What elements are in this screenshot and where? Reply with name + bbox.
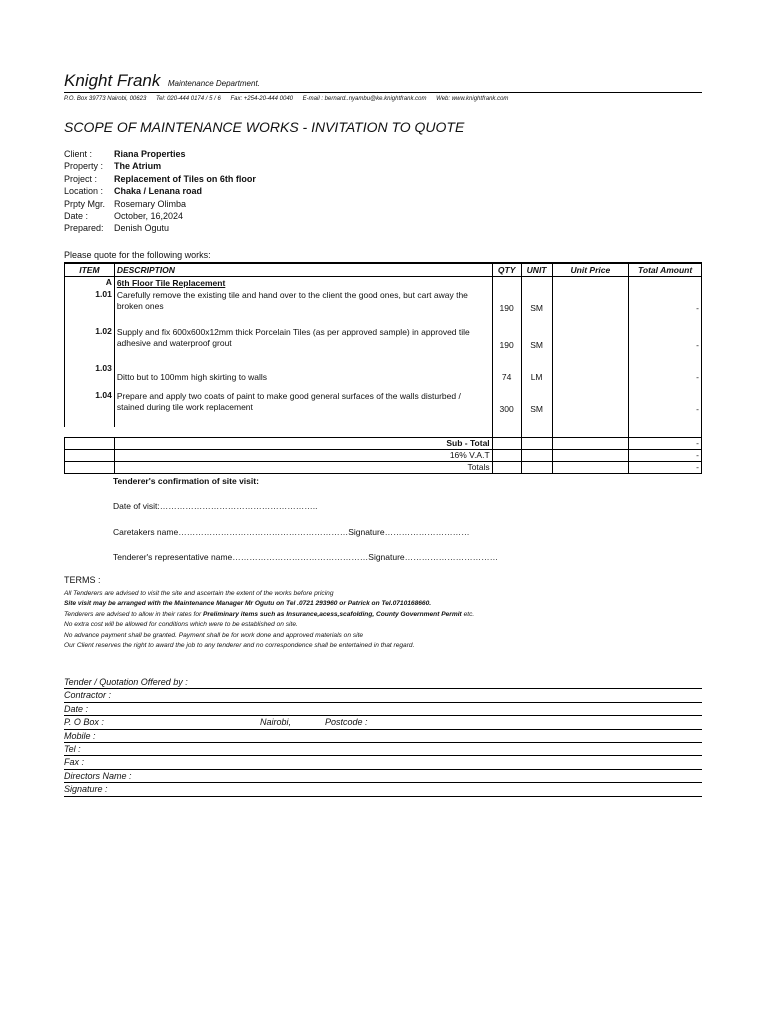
item-total: -	[629, 390, 702, 427]
item-qty: 190	[492, 326, 521, 363]
summary-row	[65, 462, 702, 474]
meta-value: Riana Properties	[114, 149, 186, 159]
table-row	[65, 326, 702, 363]
term-line: No advance payment shall be granted. Payment shall be for work done and approved materials on site	[64, 631, 364, 639]
item-total: -	[629, 363, 702, 390]
representative-signature-line[interactable]: Tenderer's representative name…………………………………………Signature……………………………	[113, 552, 499, 562]
section-title: 6th Floor Tile Replacement	[116, 278, 226, 288]
table-row	[65, 289, 702, 326]
meta-row	[64, 185, 256, 197]
term-line: Site visit may be arranged with the Maintenance Manager Mr Ogutu on Tel .0721 293960 or Patrick on Tel.0710168660.	[64, 600, 432, 608]
meta-value: The Atrium	[114, 161, 162, 172]
term-text: etc.	[461, 610, 475, 618]
item-no: 1.02	[65, 326, 115, 363]
item-unit: SM	[521, 390, 552, 427]
summary-row	[65, 438, 702, 450]
meta-value: Replacement of Tiles on 6th floor	[114, 173, 256, 184]
summary-label: Totals	[114, 462, 492, 474]
bill-of-quantities	[64, 262, 702, 474]
term-line: Our Client reserves the right to award the job to any tenderer and no correspondence shall be entertained in that regard.	[64, 641, 415, 649]
meta-row	[64, 210, 256, 222]
postcode-label: Postcode :	[325, 717, 368, 728]
meta-row	[64, 160, 256, 172]
term-text-bold: Preliminary items such as Insurance,acess,scafolding, County Government Permit	[203, 610, 462, 618]
table-row	[65, 363, 702, 390]
item-no: 1.04	[65, 390, 115, 427]
meta-label: Property :	[64, 161, 104, 172]
summary-label: Sub - Total	[114, 438, 492, 450]
item-description: Prepare and apply two coats of paint to make good general surfaces of the walls disturbed / stained during tile work replacement	[114, 390, 492, 427]
city-label: Nairobi,	[260, 717, 292, 728]
mobile-field[interactable]	[64, 730, 702, 743]
item-description: Carefully remove the existing tile and hand over to the client the good ones, but cart away the broken ones	[114, 289, 492, 326]
contact-web: Web: www.knightfrank.com	[436, 96, 509, 102]
meta-value: Denish Ogutu	[114, 223, 170, 234]
meta-row	[64, 173, 256, 185]
po-box-field[interactable]	[64, 716, 702, 729]
field-label: Tel :	[64, 743, 81, 754]
summary-row	[65, 450, 702, 462]
summary-label: 16% V.A.T	[114, 450, 492, 462]
summary-value: -	[629, 438, 702, 450]
meta-row	[64, 198, 256, 210]
contact-email: E-mail : bernard..nyambu@ke.knightfrank.com	[302, 96, 427, 102]
date-field[interactable]	[64, 703, 702, 716]
tender-offer-form	[64, 676, 702, 797]
field-label: Contractor :	[64, 690, 112, 701]
tel-field[interactable]	[64, 743, 702, 756]
meta-value: October, 16,2024	[114, 210, 184, 221]
header-description: DESCRIPTION	[114, 263, 492, 277]
section-row	[65, 277, 702, 290]
table-header-row	[65, 263, 702, 277]
site-visit-title: Tenderer's confirmation of site visit:	[113, 476, 259, 486]
meta-label: Project :	[64, 173, 98, 184]
item-unit: LM	[521, 363, 552, 390]
item-unit-price[interactable]	[552, 326, 629, 363]
meta-label: Location :	[64, 186, 104, 197]
item-no: 1.01	[65, 289, 115, 326]
section-title-cell	[114, 277, 492, 290]
item-qty: 190	[492, 289, 521, 326]
contractor-field[interactable]	[64, 689, 702, 702]
caretaker-signature-line[interactable]: Caretakers name……………………………………………………Signature…………………………	[113, 527, 470, 537]
meta-label: Client :	[64, 149, 93, 159]
field-label: Signature :	[64, 784, 108, 795]
item-description: Supply and fix 600x600x12mm thick Porcelain Tiles (as per approved sample) in approved tile adhesive and waterproof grout	[114, 326, 492, 363]
item-unit-price[interactable]	[552, 390, 629, 427]
header-qty: QTY	[492, 263, 521, 277]
term-line: No extra cost will be allowed for conditions which were to be established on site.	[64, 621, 298, 629]
item-total: -	[629, 326, 702, 363]
item-no: 1.03	[65, 363, 115, 390]
field-label: Fax :	[64, 757, 85, 768]
directors-name-field[interactable]	[64, 770, 702, 783]
contact-fax: Fax: +254-20-444 0040	[230, 96, 293, 102]
summary-value: -	[629, 462, 702, 474]
field-label: Mobile :	[64, 730, 96, 741]
contact-line	[64, 96, 516, 102]
item-unit: SM	[521, 289, 552, 326]
terms-list	[64, 589, 474, 651]
fax-field[interactable]	[64, 756, 702, 769]
meta-label: Date :	[64, 210, 89, 221]
term-line: All Tenderers are advised to visit the site and ascertain the extent of the works before pricing	[64, 590, 334, 597]
quote-intro: Please quote for the following works:	[64, 250, 211, 260]
header-total: Total Amount	[629, 263, 702, 277]
item-qty: 74	[492, 363, 521, 390]
signature-field[interactable]	[64, 783, 702, 796]
header-unit-price: Unit Price	[552, 263, 629, 277]
field-label: Date :	[64, 703, 89, 714]
field-label: Directors Name :	[64, 770, 132, 781]
project-details	[64, 148, 256, 235]
field-label: P. O Box :	[64, 717, 104, 728]
terms-heading: TERMS :	[64, 575, 101, 585]
summary-value: -	[629, 450, 702, 462]
meta-label: Prepared:	[64, 223, 104, 234]
term-line	[64, 610, 474, 620]
term-text: Tenderers are advised to allow in their rates for	[64, 610, 204, 618]
visit-date-line[interactable]: Date of visit:………………………………………………..	[113, 501, 318, 511]
contact-address: P.O. Box 39773 Nairobi, 00623	[64, 96, 147, 102]
item-unit-price[interactable]	[552, 363, 629, 390]
section-code: A	[65, 277, 115, 290]
item-description: Ditto but to 100mm high skirting to walls	[114, 363, 492, 390]
header-unit: UNIT	[521, 263, 552, 277]
item-qty: 300	[492, 390, 521, 427]
table-spacer	[65, 427, 702, 438]
meta-row	[64, 148, 256, 160]
meta-value: Rosemary Olimba	[114, 198, 187, 209]
department-name: Maintenance Department.	[167, 79, 260, 88]
letterhead	[64, 71, 260, 91]
company-name: Knight Frank	[64, 71, 161, 90]
offer-heading: Tender / Quotation Offered by :	[64, 676, 702, 689]
meta-row	[64, 222, 256, 234]
item-unit-price[interactable]	[552, 289, 629, 326]
table-row	[65, 390, 702, 427]
contact-tel: Tel: 020-444 0174 / 5 / 6	[155, 96, 221, 102]
meta-value: Chaka / Lenana road	[114, 186, 203, 197]
header-item: ITEM	[65, 263, 115, 277]
letterhead-rule	[64, 92, 702, 93]
item-unit: SM	[521, 326, 552, 363]
document-title: SCOPE OF MAINTENANCE WORKS - INVITATION TO QUOTE	[64, 119, 465, 135]
meta-label: Prpty Mgr.	[64, 198, 106, 209]
item-total: -	[629, 289, 702, 326]
